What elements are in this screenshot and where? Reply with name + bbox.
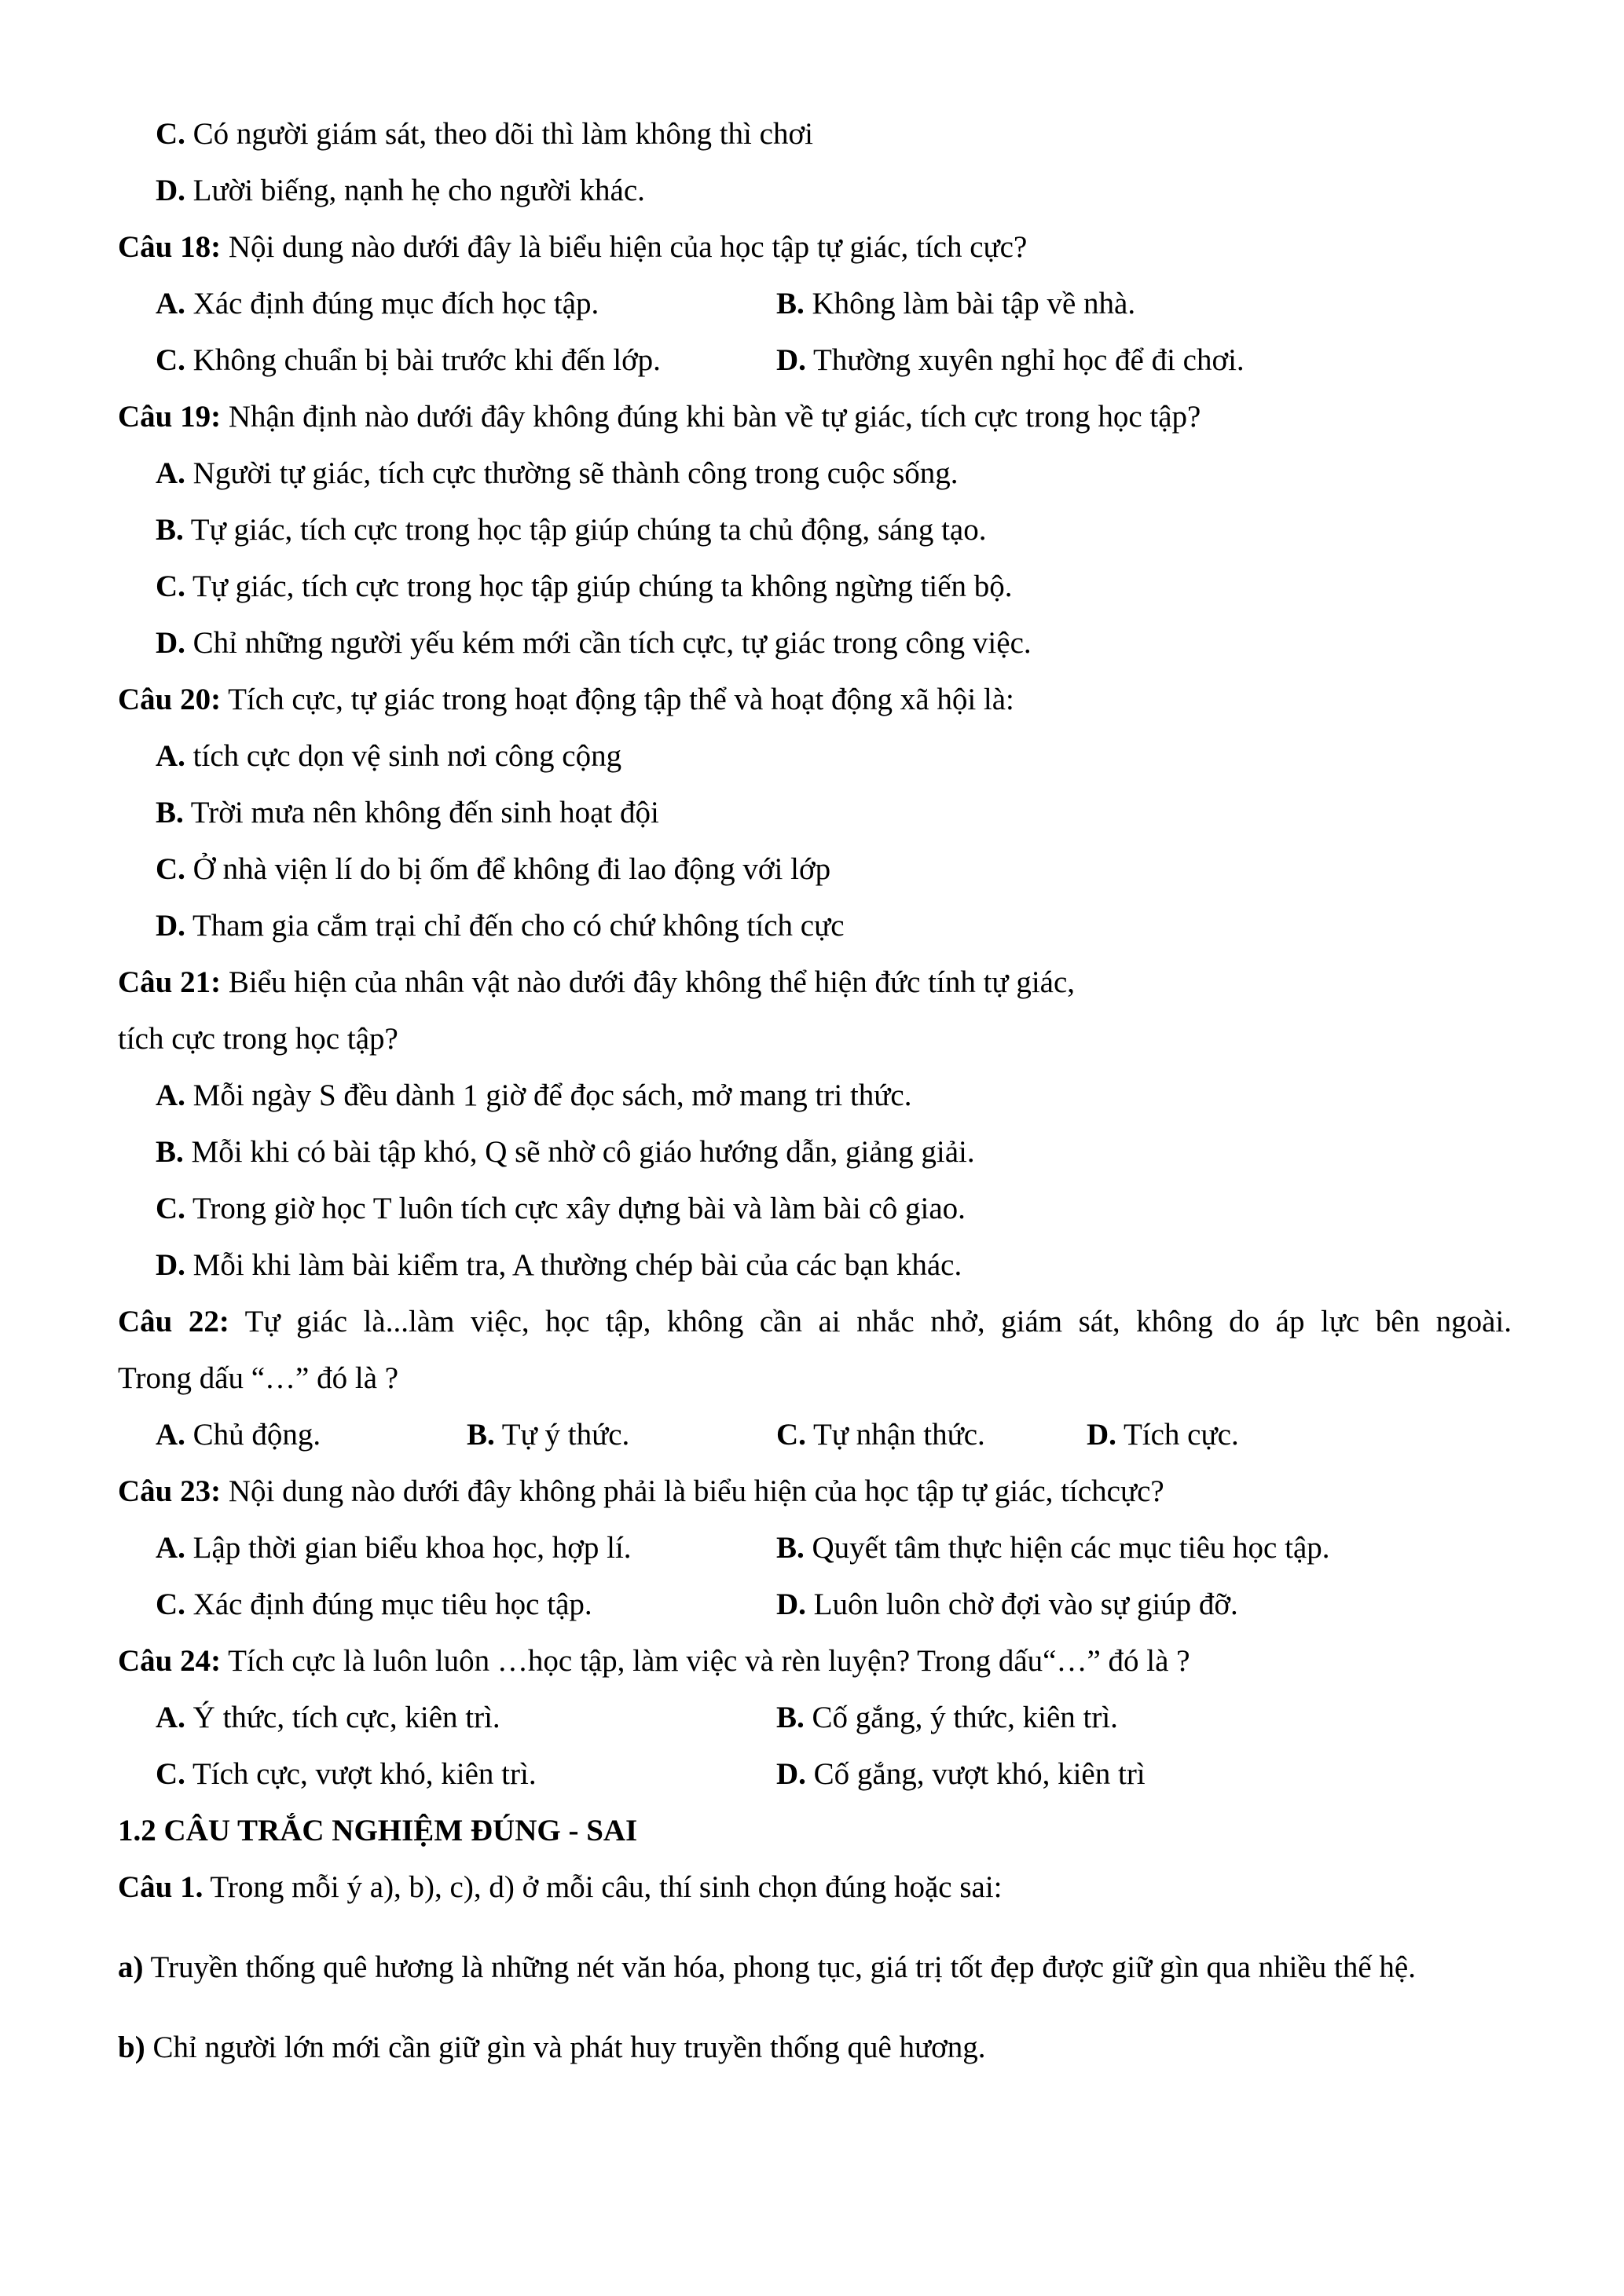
q24-stem: Câu 24: Tích cực là luôn luôn …học tập, làm việc và rèn luyện? Trong dấu“…” đó là ? <box>118 1644 1190 1678</box>
tf-item-a: a) Truyền thống quê hương là những nét văn hóa, phong tục, giá trị tốt đẹp được giữ gìn qua nhiều thế hệ. <box>118 1950 1416 1984</box>
q19-option-b: B. Tự giác, tích cực trong học tập giúp chúng ta chủ động, sáng tạo. <box>156 513 987 547</box>
q19-stem: Câu 19: Nhận định nào dưới đây không đúng khi bàn về tự giác, tích cực trong học tập? <box>118 400 1201 434</box>
q18-option-c: C. Không chuẩn bị bài trước khi đến lớp. <box>156 343 661 377</box>
q23-option-b: B. Quyết tâm thực hiện các mục tiêu học tập. <box>776 1531 1330 1565</box>
tf-item-b: b) Chỉ người lớn mới cần giữ gìn và phát huy truyền thống quê hương. <box>118 2031 986 2064</box>
q23-option-a: A. Lập thời gian biểu khoa học, hợp lí. <box>156 1531 632 1565</box>
q24-option-b: B. Cố gắng, ý thức, kiên trì. <box>776 1701 1118 1734</box>
q18-option-d: D. Thường xuyên nghỉ học để đi chơi. <box>776 343 1245 377</box>
q21-stem-continued: tích cực trong học tập? <box>118 1022 398 1056</box>
q19-option-a: A. Người tự giác, tích cực thường sẽ thành công trong cuộc sống. <box>156 456 959 490</box>
q21-stem: Câu 21: Biểu hiện của nhân vật nào dưới đây không thể hiện đức tính tự giác, <box>118 965 1076 999</box>
q21-option-b: B. Mỗi khi có bài tập khó, Q sẽ nhờ cô giáo hướng dẫn, giảng giải. <box>156 1135 975 1169</box>
q20-option-b: B. Trời mưa nên không đến sinh hoạt đội <box>156 796 659 829</box>
q20-stem: Câu 20: Tích cực, tự giác trong hoạt động tập thể và hoạt động xã hội là: <box>118 683 1014 716</box>
q23-option-d: D. Luôn luôn chờ đợi vào sự giúp đỡ. <box>776 1587 1238 1621</box>
q21-option-d: D. Mỗi khi làm bài kiểm tra, A thường chép bài của các bạn khác. <box>156 1248 962 1282</box>
q24-option-c: C. Tích cực, vượt khó, kiên trì. <box>156 1757 537 1791</box>
q21-option-c: C. Trong giờ học T luôn tích cực xây dựng bài và làm bài cô giao. <box>156 1192 966 1225</box>
q19-option-d: D. Chỉ những người yếu kém mới cần tích cực, tự giác trong công việc. <box>156 626 1032 660</box>
q17-option-d: D. Lười biếng, nạnh hẹ cho người khác. <box>156 174 645 207</box>
q24-option-a: A. Ý thức, tích cực, kiên trì. <box>156 1701 500 1734</box>
q20-option-d: D. Tham gia cắm trại chỉ đến cho có chứ không tích cực <box>156 909 845 943</box>
q22-option-c: C. Tự nhận thức. <box>776 1418 985 1452</box>
q22-option-d: D. Tích cực. <box>1087 1418 1239 1452</box>
q22-option-b: B. Tự ý thức. <box>467 1418 630 1452</box>
q22-stem-continued: Trong dấu “…” đó là ? <box>118 1361 399 1395</box>
q18-option-b: B. Không làm bài tập về nhà. <box>776 287 1136 320</box>
q20-option-c: C. Ở nhà viện lí do bị ốm để không đi lao động với lớp <box>156 852 831 886</box>
section-heading: 1.2 CÂU TRẮC NGHIỆM ĐÚNG - SAI <box>118 1814 638 1847</box>
q17-option-c: C. Có người giám sát, theo dõi thì làm không thì chơi <box>156 117 813 151</box>
q21-option-a: A. Mỗi ngày S đều dành 1 giờ để đọc sách, mở mang tri thức. <box>156 1078 912 1112</box>
q23-option-c: C. Xác định đúng mục tiêu học tập. <box>156 1587 592 1621</box>
q18-stem: Câu 18: Nội dung nào dưới đây là biểu hiện của học tập tự giác, tích cực? <box>118 230 1028 264</box>
q22-stem: Câu 22: Tự giác là...làm việc, học tập, không cần ai nhắc nhở, giám sát, không do áp lực bên ngoài. <box>118 1305 1512 1338</box>
q19-option-c: C. Tự giác, tích cực trong học tập giúp chúng ta không ngừng tiến bộ. <box>156 569 1013 603</box>
q22-option-a: A. Chủ động. <box>156 1418 321 1452</box>
q18-option-a: A. Xác định đúng mục đích học tập. <box>156 287 599 320</box>
q23-stem: Câu 23: Nội dung nào dưới đây không phải là biểu hiện của học tập tự giác, tíchcực? <box>118 1474 1164 1508</box>
tf-question-stem: Câu 1. Trong mỗi ý a), b), c), d) ở mỗi câu, thí sinh chọn đúng hoặc sai: <box>118 1870 1003 1904</box>
q20-option-a: A. tích cực dọn vệ sinh nơi công cộng <box>156 739 622 773</box>
q24-option-d: D. Cố gắng, vượt khó, kiên trì <box>776 1757 1146 1791</box>
